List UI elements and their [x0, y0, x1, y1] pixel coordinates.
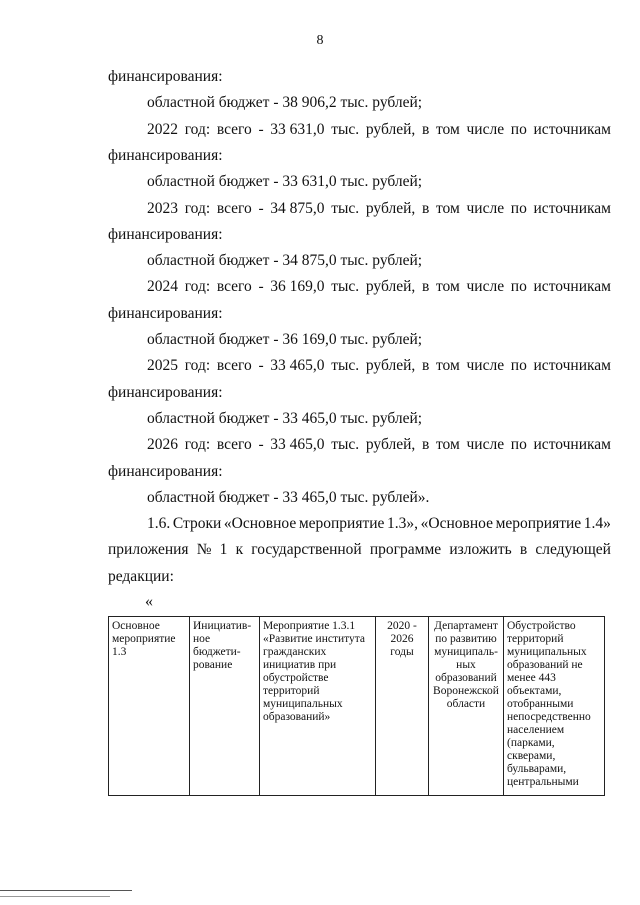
table-cell-measure: Основное мероприятие 1.3 — [109, 617, 190, 796]
text-word: числе — [466, 278, 505, 296]
text-word: 33 465,0 — [270, 357, 325, 375]
text-word: всего — [216, 120, 252, 138]
text-word: областной бюджет - 33 631,0 тыс. рублей; — [147, 173, 423, 191]
text-word: областной бюджет - 34 875,0 тыс. рублей; — [147, 252, 423, 270]
page-number: 8 — [316, 33, 324, 48]
text-word: «Основное — [223, 515, 297, 533]
text-word: к — [235, 541, 244, 559]
text-word: - — [258, 278, 264, 296]
footer-rule-secondary — [0, 896, 110, 897]
text-word: 2025 — [147, 357, 178, 375]
text-word: тыс. — [331, 436, 360, 454]
text-word: - — [258, 199, 264, 217]
text-word: том — [435, 357, 460, 375]
text-word: финансирования: — [108, 146, 223, 164]
text-word: финансирования: — [108, 462, 223, 480]
text-word: том — [435, 278, 460, 296]
text-word: год: — [184, 199, 211, 217]
text-line — [147, 94, 422, 112]
text-word: тыс. — [331, 357, 360, 375]
table-cell-subprogram: Инициатив- ное бюджети- рование — [190, 617, 260, 796]
text-word: 33 631,0 — [270, 120, 325, 138]
text-word: - — [258, 120, 264, 138]
text-line — [147, 436, 611, 454]
text-line — [147, 489, 429, 507]
text-word: источникам — [533, 120, 611, 138]
text-word: по — [510, 436, 527, 454]
text-word: - — [258, 436, 264, 454]
text-word: всего — [216, 357, 252, 375]
text-line — [108, 384, 223, 402]
text-word: год: — [184, 120, 211, 138]
table-cell-period: 2020 - 2026 годы — [376, 617, 429, 796]
text-word: том — [435, 120, 460, 138]
text-word: программе — [369, 541, 442, 559]
table-cell-activity: Мероприятие 1.3.1 «Развитие института гражданских инициатив при обустройстве территорий муниципальных образований» — [260, 617, 376, 796]
text-line — [147, 357, 611, 375]
text-line — [108, 147, 223, 165]
opening-quote-mark: « — [145, 593, 153, 610]
text-word: рублей, — [365, 436, 416, 454]
text-word: в — [421, 120, 430, 138]
text-word: рублей, — [365, 120, 416, 138]
text-line — [108, 68, 223, 86]
text-word: 1.4» — [583, 515, 611, 533]
text-word: финансирования: — [108, 225, 223, 243]
text-word: числе — [466, 357, 505, 375]
text-word: по — [510, 278, 527, 296]
text-line — [147, 200, 611, 218]
text-word: 1.6. — [147, 515, 171, 533]
text-word: финансирования: — [108, 383, 223, 401]
text-word: год: — [184, 357, 211, 375]
text-word: в — [421, 357, 430, 375]
text-word: 2024 — [147, 278, 178, 296]
text-word: всего — [216, 278, 252, 296]
text-word: источникам — [533, 436, 611, 454]
text-word: том — [435, 436, 460, 454]
text-word: по — [510, 357, 527, 375]
text-word: числе — [466, 436, 505, 454]
text-word: - — [258, 357, 264, 375]
text-line — [147, 252, 422, 270]
text-word: Строки — [172, 515, 222, 533]
text-word: финансирования: — [108, 68, 223, 85]
text-line — [147, 278, 611, 296]
text-word: всего — [216, 199, 252, 217]
text-word: год: — [184, 278, 211, 296]
text-word: изложить — [449, 541, 512, 559]
text-word: 2026 — [147, 436, 178, 454]
text-word: в — [421, 436, 430, 454]
text-word: 33 465,0 — [270, 436, 325, 454]
text-line — [108, 305, 223, 323]
text-word: рублей, — [365, 357, 416, 375]
text-word: числе — [466, 120, 505, 138]
text-line — [108, 568, 174, 586]
text-word: редакции: — [108, 567, 174, 585]
text-line — [147, 515, 611, 533]
footer-rule — [0, 890, 132, 891]
text-word: 1 — [219, 541, 228, 559]
text-word: мероприятие — [298, 515, 385, 533]
table-cell-executor: Департамент по развитию муниципаль- ных образований Воронежской области — [429, 617, 504, 796]
text-word: по — [510, 199, 527, 217]
text-word: том — [435, 199, 460, 217]
table-cell-result: Обустройство территорий муниципальных образований не менее 443 объектами, отобранными непосредственно населением (парками, скверами, бульварами, центральными — [504, 617, 605, 796]
program-table — [108, 616, 605, 796]
text-line — [108, 226, 223, 244]
text-word: рублей, — [365, 278, 416, 296]
text-word: всего — [216, 436, 252, 454]
text-line — [147, 410, 422, 428]
text-word: 1.3», — [387, 515, 419, 533]
text-word: тыс. — [331, 120, 360, 138]
text-line — [108, 541, 611, 559]
text-word: следующей — [535, 541, 611, 559]
text-word: 2023 — [147, 199, 178, 217]
text-word: областной бюджет - 33 465,0 тыс. рублей». — [147, 488, 430, 506]
text-word: источникам — [533, 278, 611, 296]
text-word: областной бюджет - 33 465,0 тыс. рублей; — [147, 409, 423, 427]
text-word: рублей, — [365, 199, 416, 217]
text-line — [108, 463, 223, 481]
text-word: тыс. — [331, 278, 360, 296]
table-row — [109, 617, 605, 796]
text-word: числе — [466, 199, 505, 217]
text-line — [147, 331, 422, 349]
text-word: 34 875,0 — [270, 199, 325, 217]
text-word: областной бюджет - 38 906,2 тыс. рублей; — [147, 94, 423, 112]
text-line — [147, 173, 422, 191]
text-word: «Основное — [420, 515, 493, 533]
text-word: источникам — [533, 357, 611, 375]
text-word: источникам — [533, 199, 611, 217]
text-word: тыс. — [331, 199, 360, 217]
text-word: 36 169,0 — [270, 278, 325, 296]
text-word: № — [196, 541, 212, 559]
text-word: приложения — [108, 541, 189, 559]
text-word: в — [519, 541, 528, 559]
text-word: по — [510, 120, 527, 138]
text-word: в — [421, 278, 430, 296]
text-word: мероприятие — [495, 515, 582, 533]
text-line — [147, 121, 611, 139]
text-word: финансирования: — [108, 304, 223, 322]
text-word: 2022 — [147, 120, 178, 138]
text-word: областной бюджет - 36 169,0 тыс. рублей; — [147, 331, 423, 348]
text-word: государственной — [251, 541, 362, 559]
text-word: год: — [184, 436, 211, 454]
text-word: в — [421, 199, 430, 217]
